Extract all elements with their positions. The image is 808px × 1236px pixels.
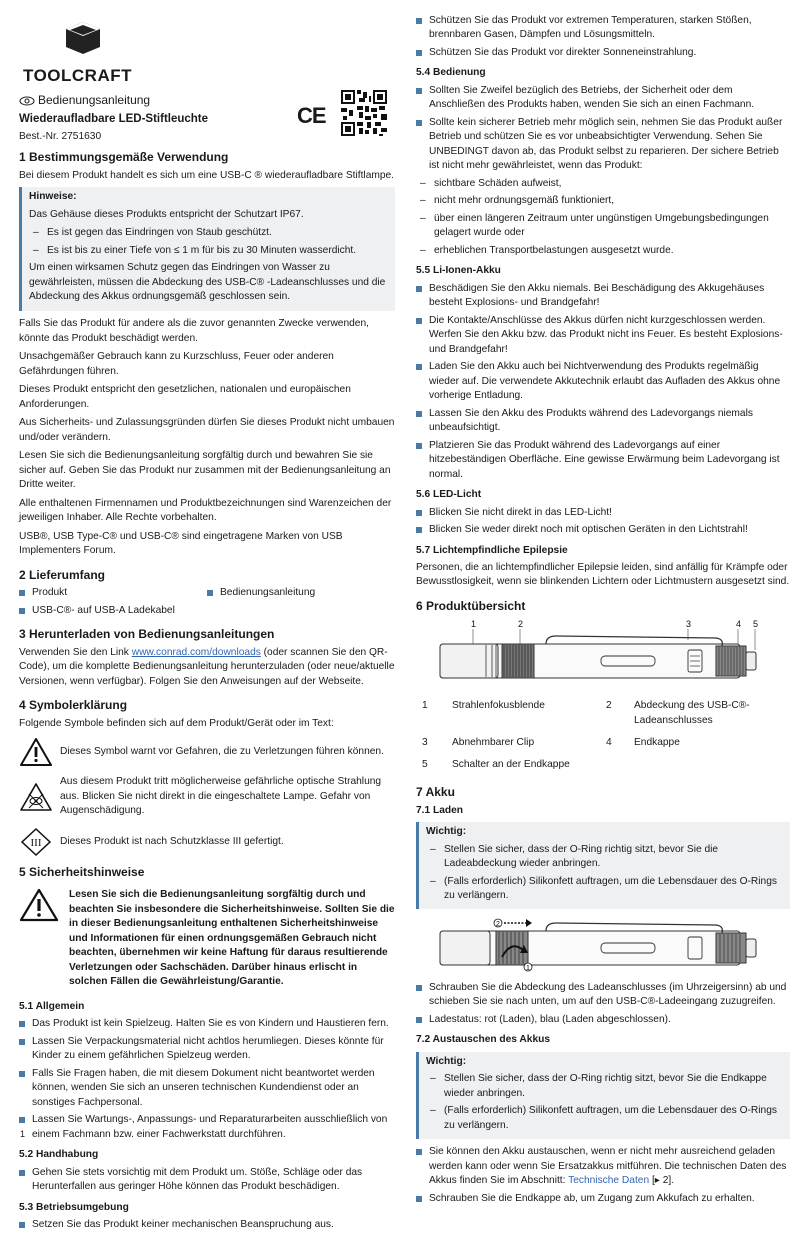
download-link[interactable]: www.conrad.com/downloads (131, 646, 261, 658)
page-number: 1 (20, 1129, 26, 1139)
parts-table (416, 697, 790, 779)
section-5-5-title: 5.5 Li-Ionen-Akku (416, 265, 501, 277)
list-item: Schrauben Sie die Endkappe ab, um Zugang zum Akkufach zu erhalten. (416, 1192, 790, 1206)
brand-logo (19, 0, 395, 88)
list-item: Schützen Sie das Produkt vor extremen Temperaturen, starken Stößen, brennbaren Gasen, Dämpfen und Lösungsmitteln. (416, 14, 790, 43)
symbol-class3-row: III Dieses Produkt ist nach Schutzklasse III gefertigt. (19, 827, 395, 857)
section-5-title: 5 Sicherheitshinweise (19, 864, 145, 879)
list-item: – (Falls erforderlich) Silikonfett auftragen, um die Lebensdauer des O-Rings zu verlängern. (426, 875, 784, 904)
note-box-hinweise (19, 187, 395, 311)
paragraph: USB®, USB Type-C® und USB-C® sind eingetragene Marken von USB Implementers Forum. (19, 530, 343, 557)
svg-text:III: III (30, 836, 42, 849)
list-7-2 (416, 1145, 790, 1206)
list-item: – nicht mehr ordnungsgemäß funktioniert, (416, 194, 790, 208)
list-item: Sollten Sie Zweifel bezüglich des Betriebs, der Sicherheit oder dem Anschließen des Produkts haben, wenden Sie sich an einen Fachmann. (416, 84, 790, 113)
note-list (29, 226, 389, 258)
safety-warning-block (19, 888, 395, 989)
list-item: Lassen Sie Verpackungsmaterial nicht achtlos herumliegen. Dieses könnte für Kinder zu einem gefährlichen Spielzeug werden. (19, 1035, 395, 1064)
section-4-intro: Folgende Symbole befinden sich auf dem Produkt/Gerät oder im Text: (19, 717, 334, 729)
list-5-4 (416, 84, 790, 174)
charging-figure (416, 915, 790, 971)
list-7-1 (416, 981, 790, 1027)
paragraph: Lesen Sie sich die Bedienungsanleitung sorgfältig durch und bewahren Sie sie sicher auf. Geben Sie das Produkt nur zusammen mit der Bedienungsanleitung an Dritte weiter. (19, 450, 391, 491)
list-5-3a (19, 1218, 395, 1232)
list-item: – Es ist gegen das Eindringen von Staub geschützt. (29, 226, 389, 240)
doc-type: Bedienungsanleitung (38, 93, 151, 107)
section-1-intro: Bei diesem Produkt handelt es sich um eine USB-C ® wiederaufladbare Stiftlampe. (19, 169, 395, 181)
note-title: Wichtig: (426, 826, 467, 838)
list-item: Produkt (19, 586, 207, 600)
table-row: 1 Strahlenfokusblende 2 Abdeckung des USB-C®-Ladeanschlusses (422, 700, 750, 726)
section-5-6-title: 5.6 LED-Licht (416, 489, 482, 501)
list-item: Schrauben Sie die Abdeckung des Ladeanschlusses (im Uhrzeigersinn) ab und schieben Sie sie nach unten, um auf den USB-C®-Ladeeingang zuzugreifen. (416, 981, 790, 1010)
qr-code-icon (341, 90, 387, 136)
section-5-2-title: 5.2 Handhabung (19, 1149, 99, 1161)
list-item: Platzieren Sie das Produkt während des Ladevorgangs auf einer hitzebeständigen Oberfläche. Eine gewisse Erwärmung beim Ladevorgang ist normal. (416, 439, 790, 482)
note-box-wichtig-2 (416, 1052, 790, 1139)
list-item: Lassen Sie den Akku des Produkts während des Ladevorgangs niemals unbeaufsichtigt. (416, 407, 790, 436)
protection-class-3-icon (19, 827, 53, 857)
list-item: Das Produkt ist kein Spielzeug. Halten Sie es von Kindern und Haustieren fern. (19, 1017, 395, 1031)
section-3-title: 3 Herunterladen von Bedienungsanleitungen (19, 627, 275, 642)
paragraph: Aus Sicherheits- und Zulassungsgründen dürfen Sie dieses Produkt nicht umbauen und/oder verändern. (19, 417, 395, 443)
note-title: Wichtig: (426, 1055, 467, 1067)
note-title: Hinweise: (29, 191, 77, 203)
list-item: Blicken Sie nicht direkt in das LED-Licht! (416, 506, 790, 520)
delivery-list (19, 586, 395, 621)
note-text: Das Gehäuse dieses Produkts entspricht der Schutzart IP67. (29, 208, 304, 220)
figure-step-2: 2 (496, 921, 500, 929)
list-item: – erheblichen Transportbelastungen ausgesetzt wurde. (416, 244, 790, 258)
note-box-wichtig-1 (416, 822, 790, 909)
list-5-2 (19, 1166, 395, 1195)
list-item: Ladestatus: rot (Laden), blau (Laden abgeschlossen). (416, 1013, 790, 1027)
list-item: Sollte kein sicherer Betrieb mehr möglich sein, nehmen Sie das Produkt außer Betrieb und schützen Sie es vor unbeabsichtigter Verwendung. Sehen Sie UNBEDINGT davon ab, das Produkt selbst zu reparieren. Der sichere Betrieb ist nicht mehr gewährleistet, wenn das Produkt: (416, 116, 790, 174)
figure-step-1: 1 (526, 965, 530, 973)
toolcraft-logo-icon (63, 20, 103, 56)
symbol-warning-row: Dieses Symbol warnt vor Gefahren, die zu Verletzungen führen können. (19, 737, 395, 767)
document-header (19, 88, 395, 150)
safety-warning-text: Lesen Sie sich die Bedienungsanleitung sorgfältig durch und beachten Sie insbesondere die Sicherheitshinweise. Sollten Sie die in dieser Bedienungsanleitung enthaltenen Sicherheitshinweise und Informationen für einen ordnungsgemäßen Gebrauch nicht beachten, übernehmen wir keine Haftung für daraus resultierende Verletzungen oder Sachschäden. Darüber hinaus erlischt in solchen Fällen die Gewährleistung/Garantie. (69, 889, 395, 988)
list-5-4-conditions (416, 177, 790, 258)
section-5-7-title: 5.7 Lichtempfindliche Epilepsie (416, 544, 568, 556)
list-item: Blicken Sie weder direkt noch mit optischen Geräten in den Lichtstrahl! (416, 523, 790, 537)
table-row: 5 Schalter an der Endkappe (422, 759, 570, 771)
list-5-3b (416, 14, 790, 60)
eye-icon (19, 96, 35, 106)
list-item: USB-C®- auf USB-A Ladekabel (19, 604, 207, 618)
right-column (416, 14, 790, 1209)
list-item: Beschädigen Sie den Akku niemals. Bei Beschädigung des Akkugehäuses besteht Explosions- und Brandgefahr! (416, 282, 790, 311)
list-item: Setzen Sie das Produkt keiner mechanischen Beanspruchung aus. (19, 1218, 395, 1232)
left-column (19, 0, 395, 1236)
warning-triangle-icon (19, 888, 59, 922)
tech-data-link[interactable]: Technische Daten (568, 1175, 650, 1187)
list-item: – (Falls erforderlich) Silikonfett auftragen, um die Lebensdauer des O-Rings zu verlängern. (426, 1104, 784, 1133)
order-number: Best.-Nr. 2751630 (19, 131, 102, 142)
ce-mark: CE (297, 103, 326, 128)
symbol-optical-row: Aus diesem Produkt tritt möglicherweise gefährliche optische Strahlung aus. Blicken Sie nicht direkt in die eingeschaltete Lampe. Gefahr von Augenschädigung. (19, 775, 395, 818)
section-5-1-title: 5.1 Allgemein (19, 1000, 85, 1012)
brand-name: TOOLCRAFT (23, 66, 133, 85)
note-text-2: Um einen wirksamen Schutz gegen das Eindringen von Wasser zu gewährleisten, müssen die Abdeckung des USB-C® -Ladeanschlusses und die Abdeckung des Akkus ordnungsgemäß geschlossen sein. (29, 262, 386, 302)
section-7-title: 7 Akku (416, 784, 455, 799)
list-item: Die Kontakte/Anschlüsse des Akkus dürfen nicht kurzgeschlossen werden. Werfen Sie den Akku bzw. das Produkt nicht ins Feuer. Es besteht Explosions- und Brandgefahr! (416, 314, 790, 357)
list-item: – Es ist bis zu einer Tiefe von ≤ 1 m für bis zu 30 Minuten wasserdicht. (29, 244, 389, 258)
section-2-title: 2 Lieferumfang (19, 567, 106, 582)
list-item: – Stellen Sie sicher, dass der O-Ring richtig sitzt, bevor Sie die Ladeabdeckung wieder anbringen. (426, 843, 784, 872)
section-7-1-title: 7.1 Laden (416, 804, 463, 816)
list-item: – über einen längeren Zeitraum unter ungünstigen Umgebungsbedingungen gelagert wurde oder (416, 212, 790, 241)
callout-3: 3 (686, 618, 692, 629)
list-item: Laden Sie den Akku auch bei Nichtverwendung des Produkts regelmäßig wieder auf. Die verwendete Akkutechnik erlaubt das Aufladen des Akkus ohne vorherige Entladung. (416, 360, 790, 403)
paragraph: Unsachgemäßer Gebrauch kann zu Kurzschluss, Feuer oder anderen Gefährdungen führen. (19, 351, 334, 377)
list-5-1 (19, 1017, 395, 1142)
list-item: – sichtbare Schäden aufweist, (416, 177, 790, 191)
warning-triangle-icon (19, 737, 53, 767)
epilepsy-text: Personen, die an lichtempfindlicher Epilepsie leiden, sind anfällig für Krämpfe oder Bewusstlosigkeit, wenn sie blinkenden Lichtern oder Lichtmustern ausgesetzt sind. (416, 561, 790, 588)
callout-4: 4 (736, 618, 742, 629)
optical-radiation-icon (19, 782, 53, 812)
list-5-6 (416, 506, 790, 538)
list-item: Bedienungsanleitung (207, 586, 395, 600)
table-row: 3 Abnehmbarer Clip 4 Endkappe (422, 737, 680, 748)
product-title: Wiederaufladbare LED-Stiftleuchte (19, 113, 209, 125)
section-5-4-title: 5.4 Bedienung (416, 67, 486, 79)
list-item: Lassen Sie Wartungs-, Anpassungs- und Reparaturarbeiten ausschließlich von einem Fachmann bzw. einer Fachwerkstatt durchführen. (19, 1113, 395, 1142)
section-4-title: 4 Symbolerklärung (19, 698, 128, 713)
paragraph: Dieses Produkt entspricht den gesetzlichen, nationalen und europäischen Anforderungen. (19, 384, 351, 410)
section-5-3-title: 5.3 Betriebsumgebung (19, 1201, 129, 1213)
callout-1: 1 (471, 618, 477, 629)
section-7-2-title: 7.2 Austauschen des Akkus (416, 1034, 550, 1046)
section-6-title: 6 Produktübersicht (416, 598, 526, 613)
paragraph: Falls Sie das Produkt für andere als die zuvor genannten Zwecke verwenden, könnte das Produkt beschädigt werden. (19, 318, 369, 344)
callout-5: 5 (753, 618, 759, 629)
list-item: Falls Sie Fragen haben, die mit diesem Dokument nicht beantwortet werden können, wenden Sie sich an unseren technischen Kundendienst oder an sonstiges Fachpersonal. (19, 1067, 395, 1110)
list-item: Gehen Sie stets vorsichtig mit dem Produkt um. Stöße, Schläge oder das Herunterfallen aus geringer Höhe können das Produkt beschädigen. (19, 1166, 395, 1195)
list-item: – Stellen Sie sicher, dass der O-Ring richtig sitzt, bevor Sie die Endkappe wieder anbringen. (426, 1072, 784, 1101)
list-item: Sie können den Akku austauschen, wenn er nicht mehr ausreichend geladen werden kann oder wenn Sie Ersatzakkus mitführen. Die technischen Daten des Akkus finden Sie im Abschnitt: Technische Daten [▸ 2]. (416, 1145, 790, 1188)
section-1-title: 1 Bestimmungsgemäße Verwendung (19, 150, 229, 164)
list-item: Schützen Sie das Produkt vor direkter Sonneneinstrahlung. (416, 46, 790, 60)
product-overview-figure (416, 618, 790, 688)
download-text: Verwenden Sie den Link www.conrad.com/downloads (oder scannen Sie den QR-Code), um die komplette Bedienungsanleitung herunterzuladen (oder neue/aktuelle Versionen, wenn verfügbar). Folgen Sie den Anweisungen auf der Webseite. (19, 646, 395, 687)
callout-2: 2 (518, 618, 524, 629)
list-5-5 (416, 282, 790, 482)
paragraph: Alle enthaltenen Firmennamen und Produktbezeichnungen sind Warenzeichen der jeweiligen Inhaber. Alle Rechte vorbehalten. (19, 497, 392, 524)
